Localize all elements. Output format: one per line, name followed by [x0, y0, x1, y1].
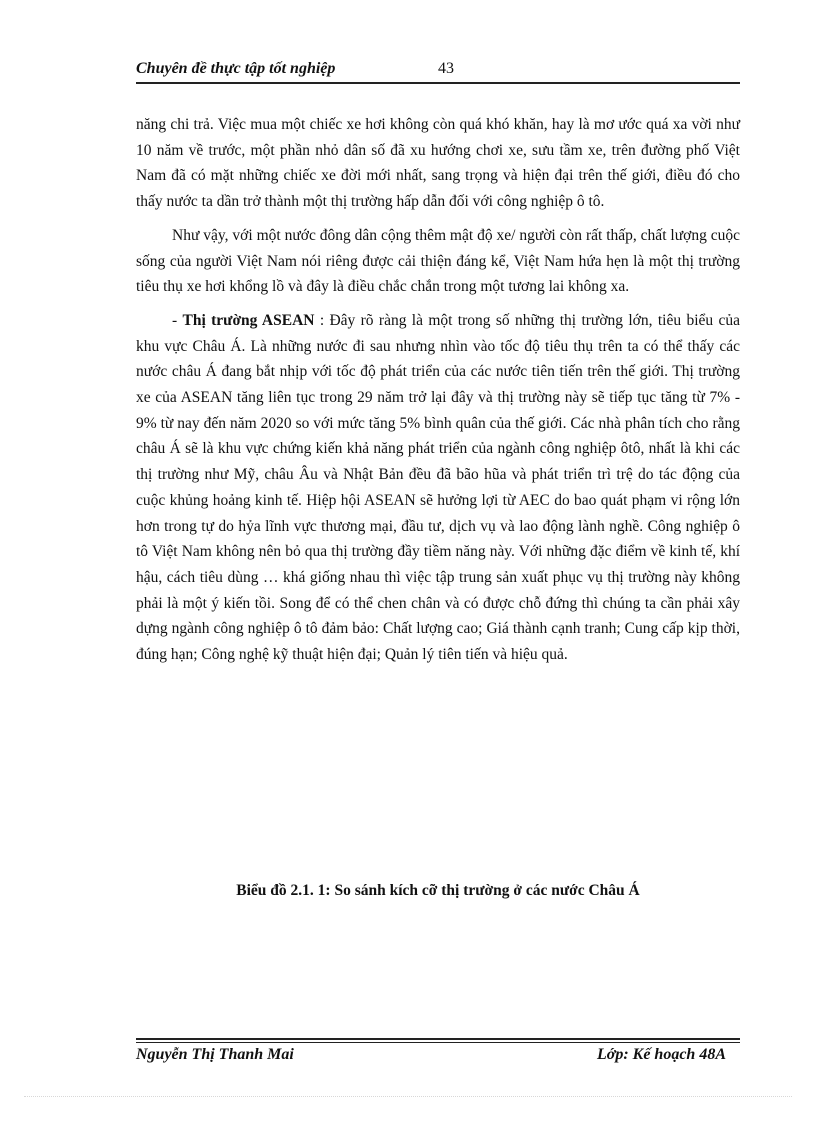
page-bottom-edge	[24, 1096, 792, 1097]
footer-author: Nguyễn Thị Thanh Mai	[136, 1046, 294, 1063]
chart-caption: Biểu đồ 2.1. 1: So sánh kích cỡ thị trường ở các nước Châu Á	[236, 882, 640, 899]
paragraph-3-text: : Đây rõ ràng là một trong số những thị trường lớn, tiêu biểu của khu vực Châu Á. Là những nước đi sau nhưng nhìn vào tốc độ tiêu thụ trên ta có thể thấy các nước châu Á đang bắt nhịp với tốc độ phát triển của các nước tiên tiến trên thế giới. Thị trường xe của ASEAN tăng liên tục trong 29 năm trở lại đây và thị trường này sẽ tiếp tục tăng từ 7% - 9% từ nay đến năm 2020 so với mức tăng 5% bình quân của thế giới. Các nhà phân tích cho rằng châu Á sẽ là khu vực chứng kiến khả năng phát triển của ngành công nghiệp ôtô, nhất là khi các thị trường như Mỹ, châu Âu và Nhật Bản đều đã bão hũa và phát triển trì trệ do tác động của cuộc khủng hoảng kinh tế. Hiệp hội ASEAN sẽ hưởng lợi từ AEC do bao quát phạm vi rộng lớn hơn trong tự do hỷa lĩnh vực thương mại, đầu tư, dịch vụ và lao động lành nghề. Công nghiệp ô tô Việt Nam không nên bỏ qua thị trường đầy tiềm năng này. Với những đặc điểm về kinh tế, khí hậu, cách tiêu dùng … khá giống nhau thì việc tập trung sản xuất phục vụ thị trường này không phải là một ý kiến tồi. Song để có thể chen chân và có được chỗ đứng thì chúng ta cần phải xây dựng ngành công nghiệp ô tô đảm bảo: Chất lượng cao; Giá thành cạnh tranh; Cung cấp kịp thời, đúng hạn; Công nghệ kỹ thuật hiện đại; Quản lý tiên tiến và hiệu quả.	[136, 311, 740, 664]
footer-divider-thick	[136, 1038, 740, 1040]
paragraph-3-heading: Thị trường ASEAN	[182, 311, 315, 329]
paragraph-1: năng chi trả. Việc mua một chiếc xe hơi không còn quá khó khăn, hay là mơ ước quá xa vời như 10 năm về trước, một phần nhỏ dân số đã xu hướng chơi xe, sưu tầm xe, trên đường phố Việt Nam đã có mặt những chiếc xe đời mới nhất, sang trọng và hiện đại trên thế giới, điều đó cho thấy nước ta dần trở thành một thị trường hấp dẫn đối với công nghiệp ô tô.	[136, 116, 740, 211]
paragraph-2: Như vậy, với một nước đông dân cộng thêm mật độ xe/ người còn rất thấp, chất lượng cuộc sống của người Việt Nam nói riêng được cải thiện đáng kể, Việt Nam hứa hẹn là một thị trường tiêu thụ xe hơi khổng lồ và đây là điều chắc chắn trong một tương lai không xa.	[136, 226, 740, 296]
body-text	[136, 112, 740, 676]
page-header	[136, 58, 740, 84]
header-divider	[136, 82, 740, 84]
footer-divider-thin	[136, 1042, 740, 1043]
page-number: 43	[438, 60, 454, 77]
page-footer	[136, 1046, 740, 1070]
header-title: Chuyên đề thực tập tốt nghiệp	[136, 60, 336, 77]
paragraph-3-prefix: -	[172, 311, 183, 329]
footer-class: Lớp: Kế hoạch 48A	[596, 1046, 726, 1063]
paragraph-3	[136, 308, 740, 668]
